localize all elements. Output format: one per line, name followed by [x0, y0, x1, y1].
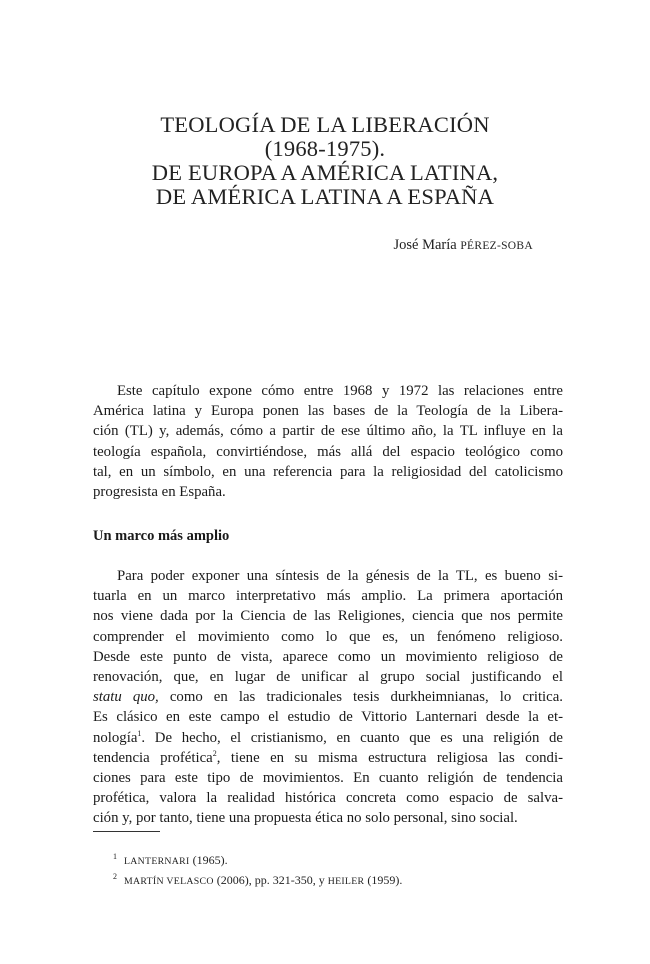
body-line: nos viene dada por la Ciencia de las Religiones, ciencia que nos permite [93, 608, 563, 625]
footnote-ref-1: 1 [137, 728, 142, 738]
footnote-1 [113, 850, 402, 870]
body-line: Desde este punto de vista, aparece como un movimiento religioso de [93, 648, 563, 665]
body-line: comprender el movimiento como lo que es, un fenómeno religioso. [93, 628, 563, 645]
body-line-text: . De hecho, el cristianismo, en cuanto que es una religión de [141, 729, 563, 746]
footnote-number: 2 [113, 871, 117, 881]
author-first-names: José María [393, 237, 461, 253]
title-line-1: TEOLOGÍA DE LA LIBERACIÓN [160, 112, 490, 137]
author-name [394, 237, 534, 254]
footnote-ref-2: 2 [212, 748, 217, 758]
italic-latin-phrase: statu quo, [93, 689, 159, 706]
footnote-separator [93, 831, 160, 832]
body-line: ciones para este tipo de movimientos. En cuanto religión de tendencia [93, 769, 563, 786]
body-line [93, 687, 563, 707]
footnote-author: HEILER [327, 875, 365, 887]
body-line: Para poder exponer una síntesis de la génesis de la TL, es bueno si- [117, 568, 563, 584]
title-line-2: (1968-1975). [264, 136, 386, 161]
abstract-line: teología española, convirtiéndose, más allá del espacio teológico como [93, 443, 563, 460]
body-line: Es clásico en este campo el estudio de Vittorio Lanternari desde la et- [93, 709, 563, 726]
body-line: renovación, que, en lugar de unificar al grupo social justificando el [93, 668, 563, 685]
body-line-text: como en las tradicionales tesis durkheimnianas, lo critica. [158, 689, 564, 706]
footnote-text: (1959). [364, 872, 403, 887]
footnotes [113, 850, 402, 889]
abstract-line: América latina y Europa ponen las bases de la Teología de la Libera- [93, 403, 563, 420]
body-paragraph [93, 566, 563, 828]
abstract-line: ción (TL) y, además, cómo a partir de ese último año, la TL influye en la [93, 423, 563, 440]
body-line-text: , tiene en su misma estructura religiosa las condi- [216, 749, 563, 766]
footnote-number: 1 [113, 852, 117, 861]
abstract-line: progresista en España. [93, 484, 226, 501]
section-heading: Un marco más amplio [93, 528, 230, 544]
footnote-text: (1965). [189, 853, 228, 867]
body-line [93, 728, 563, 748]
footnote-author: LANTERNARI [124, 856, 190, 867]
body-line: profética, valora la realidad histórica concreta como espacio de salva- [93, 790, 563, 807]
body-line-text: nología [93, 729, 138, 746]
body-line-text: tendencia profética [93, 749, 213, 766]
abstract-line: Este capítulo expone cómo entre 1968 y 1972 las relaciones entre [117, 383, 563, 399]
body-line: tuarla en un marco interpretativo más amplio. La primera aportación [93, 588, 563, 605]
title-line-4: DE AMÉRICA LATINA A ESPAÑA [155, 184, 495, 209]
abstract-line: tal, en un símbolo, en una referencia para la religiosidad del catolicismo [93, 463, 563, 480]
abstract-paragraph [93, 381, 563, 502]
author-surname: PÉREZ-SOBA [460, 240, 533, 252]
footnote-author: MARTÍN VELASCO [124, 875, 214, 887]
body-line: ción y, por tanto, tiene una propuesta ética no solo personal, sino social. [93, 810, 518, 827]
footnote-2 [113, 870, 402, 890]
body-line [93, 748, 563, 768]
chapter-title [0, 113, 650, 209]
footnote-text: (2006), pp. 321-350, y [213, 872, 328, 887]
title-line-3: DE EUROPA A AMÉRICA LATINA, [151, 160, 499, 185]
